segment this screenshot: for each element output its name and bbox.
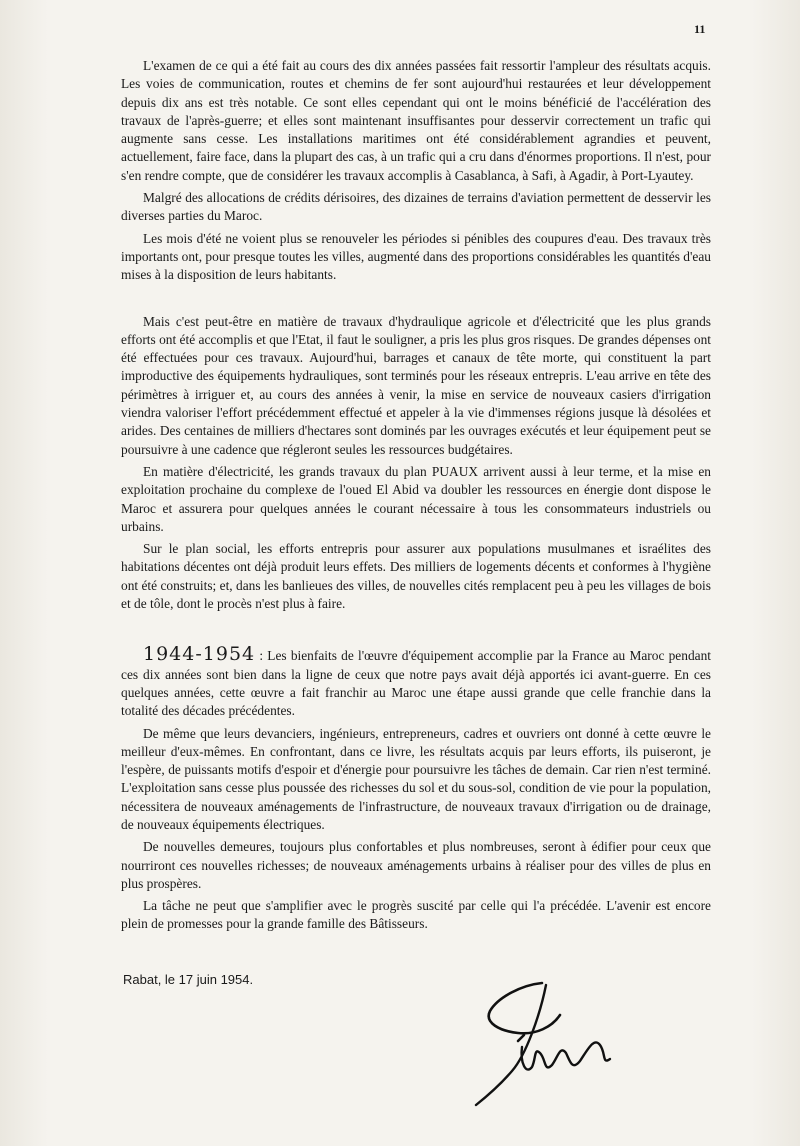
paragraph-transport: L'examen de ce qui a été fait au cours des dix années passées fait ressortir l'ampleur des résultats acquis. Les voies de communication, routes et chemins de fer sont aujourd'hui restaurées et leur développement depuis dix ans est très notable. Ce sont elles cependant qui ont le moins bénéficié de l'accélération des travaux de l'après-guerre; et elles sont maintenant insuffisantes pour desservir correctement un trafic qui augmente sans cesse. Les installations maritimes ont été considérablement agrandies et peuvent, actuellement, faire face, dans la plupart des cas, à un trafic qui a cru dans d'énormes proportions. Il n'est, pour s'en rendre compte, que de considérer les travaux accomplis à Casablanca, à Safi, à Agadir, à Port-Lyautey. <box>121 58 711 183</box>
handwritten-signature <box>470 975 630 1110</box>
paragraph-summary <box>121 645 711 720</box>
paragraph-hydraulics: Mais c'est peut-être en matière de travaux d'hydraulique agricole et d'électricité que les plus grands efforts ont été accomplis et que l'Etat, il faut le souligner, a pris les plus gros risques. De grandes dépenses ont été effectuées pour ces travaux. Aujourd'hui, barrages et canaux de tête morte, qui constituent la part improductive des équipements hydrauliques, sont terminés pour les réseaux entrepris. L'eau arrive en tête des périmètres à irriguer et, au cours des années à venir, la mise en service de nouveaux casiers d'irrigation viendra valoriser l'effort précédemment effectué et appeler à la vie d'immenses régions jusque là désolées et arides. Des centaines de milliers d'hectares sont dominés par les ouvrages exécutés et leur équipement peut se poursuivre à une cadence que régleront seules les ressources budgétaires. <box>121 313 711 457</box>
paragraph-aviation: Malgré des allocations de crédits dérisoires, des dizaines de terrains d'aviation permettent de desservir les diverses parties du Maroc. <box>121 190 711 224</box>
page-number: 11 <box>694 22 706 36</box>
paragraph-workers: De même que leurs devanciers, ingénieurs, entrepreneurs, cadres et ouvriers ont donné à cette œuvre le meilleur d'eux-mêmes. En confrontant, dans ce livre, les résultats acquis par leurs efforts, ils puiseront, je l'espère, de puissants motifs d'espoir et d'énergie pour poursuivre les tâches de demain. Car rien n'est terminé. L'exploitation sans cesse plus poussée des richesses du sol et du sous-sol, condition de vie pour la population, nécessitera de nouveaux aménagements de l'infrastructure, de nouveaux travaux d'irrigation ou de drainage, de nouveaux équipements électriques. <box>121 725 711 832</box>
summary-text: : Les bienfaits de l'œuvre d'équipement accomplie par la France au Maroc pendant ces dix années sont bien dans la ligne de ceux que notre pays avait déjà apportés ici avant-guerre. En ces quelques années, cette œuvre a fait franchir au Maroc une étape aussi grande que celle franchie dans la totalité des décades précédentes. <box>121 648 711 719</box>
date-heading: 1944-1954 <box>143 643 256 666</box>
body-text <box>121 57 711 934</box>
paragraph-housing: De nouvelles demeures, toujours plus confortables et plus nombreuses, seront à édifier pour ceux que nourriront ces nouvelles richesses; de nouveaux aménagements urbains à réaliser pour des villes de plus en plus prospères. <box>121 839 711 891</box>
paragraph-electricity: En matière d'électricité, les grands travaux du plan PUAUX arrivent aussi à leur terme, et la mise en exploitation prochaine du complexe de l'oued El Abid va doubler les ressources en énergie dont dispose le Maroc et assurera pour quelques années le courant nécessaire à tous les consommateurs industriels ou urbains. <box>121 463 711 534</box>
paragraph-social: Sur le plan social, les efforts entrepris pour assurer aux populations musulmanes et israélites des habitations décentes ont déjà produit leurs effets. Des milliers de logements décents et conformes à l'hygiène ont été construits; et, dans les banlieues des villes, de nouvelles cités remplacent peu à peu les villages de bois et de tôle, dont le procès n'est plus à faire. <box>121 541 711 612</box>
place-date-signoff: Rabat, le 17 juin 1954. <box>123 972 254 987</box>
paragraph-future: La tâche ne peut que s'amplifier avec le progrès suscité par celle qui l'a précédée. L'avenir est encore plein de promesses pour la grande famille des Bâtisseurs. <box>121 898 711 932</box>
paragraph-water: Les mois d'été ne voient plus se renouveler les périodes si pénibles des coupures d'eau. Des travaux très importants ont, pour presque toutes les villes, augmenté dans des proportions considérables les quantités d'eau mises à la disposition de leurs habitants. <box>121 230 711 283</box>
